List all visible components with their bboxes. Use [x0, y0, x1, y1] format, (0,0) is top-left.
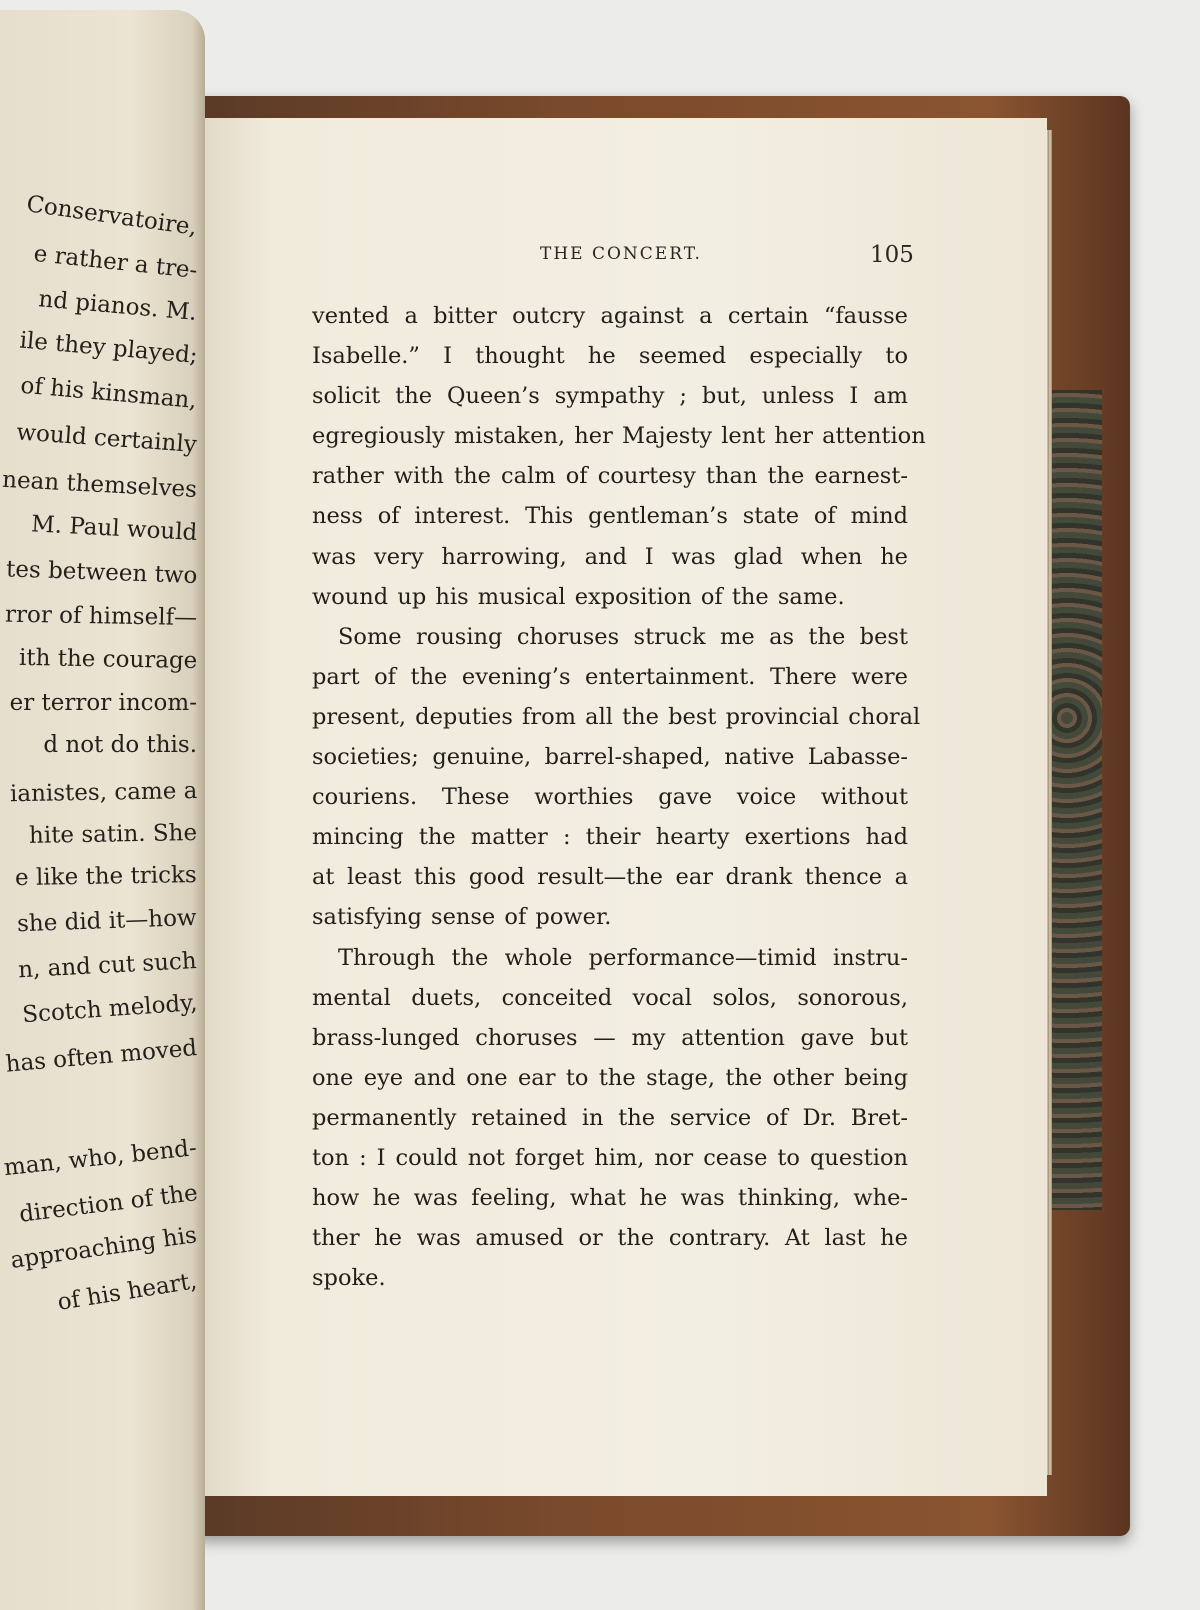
left-text-line: rror of himself— — [4, 601, 198, 631]
left-text-line: of his kinsman, — [20, 372, 199, 414]
left-text-line: ith the courage — [18, 644, 198, 674]
left-text-line: Scotch melody, — [21, 990, 198, 1029]
text-line: egregiously mistaken, her Majesty lent her attention — [312, 423, 926, 450]
text-line: permanently retained in the service of Dr. Bret- — [312, 1104, 908, 1131]
text-line: societies; genuine, barrel-shaped, native Labasse- — [312, 744, 908, 771]
text-line: at least this good result—the ear drank thence a — [312, 864, 908, 891]
left-text-line: ile they played; — [18, 327, 199, 369]
text-line: solicit the Queen’s sympathy ; but, unless I am — [312, 383, 908, 410]
left-text-line: approaching his — [9, 1222, 199, 1274]
text-line: wound up his musical exposition of the same. — [312, 583, 845, 610]
text-line: ther he was amused or the contrary. At last he — [312, 1225, 908, 1252]
text-line: mental duets, conceited vocal solos, sonorous, — [312, 984, 908, 1011]
text-line: part of the evening’s entertainment. There were — [312, 663, 908, 690]
left-text-line: d not do this. — [43, 732, 197, 758]
text-line: how he was feeling, what he was thinking, whe- — [312, 1185, 908, 1212]
left-text-line: nean themselves — [1, 466, 198, 503]
left-text-line: direction of the — [17, 1180, 199, 1228]
marbled-board — [1052, 390, 1102, 1210]
text-line: brass-lunged choruses — my attention gave but — [312, 1024, 908, 1051]
text-line: satisfying sense of power. — [312, 904, 612, 931]
left-text-line: has often moved — [4, 1035, 199, 1078]
text-line: mincing the matter : their hearty exertions had — [312, 824, 908, 851]
running-head: THE CONCERT. — [540, 244, 702, 264]
left-text-line: e rather a tre- — [32, 240, 199, 284]
text-line: rather with the calm of courtesy than the earnest- — [312, 463, 908, 490]
body-text — [312, 296, 926, 1298]
left-text-line: Conservatoire, — [25, 191, 199, 241]
left-text-line: nd pianos. M. — [37, 286, 199, 326]
left-text-line: ianistes, came a — [9, 778, 198, 808]
text-line: was very harrowing, and I was glad when he — [312, 543, 908, 570]
text-line: vented a bitter outcry against a certain “fausse — [312, 303, 908, 329]
text-line: present, deputies from all the best provincial choral — [312, 703, 921, 730]
left-page — [0, 10, 205, 1610]
page-number: 105 — [870, 242, 914, 268]
left-text-line: she did it—how — [17, 905, 198, 938]
text-line: Some rousing choruses struck me as the best — [338, 623, 908, 650]
left-text-line: hite satin. She — [28, 820, 198, 849]
left-text-line: n, and cut such — [18, 948, 198, 984]
left-text-line: M. Paul would — [30, 511, 198, 546]
text-line: couriens. These worthies gave voice without — [312, 784, 908, 811]
left-text-line: er terror incom- — [9, 690, 197, 716]
text-line: ton : I could not forget him, nor cease to question — [312, 1144, 908, 1171]
left-text-line: would certainly — [15, 419, 198, 458]
left-text-line: of his heart, — [56, 1268, 200, 1316]
text-line: spoke. — [312, 1265, 386, 1292]
text-line: Through the whole performance—timid instru- — [338, 944, 908, 971]
text-line: one eye and one ear to the stage, the other being — [312, 1064, 908, 1091]
text-line: Isabelle.” I thought he seemed especially to — [312, 343, 908, 370]
left-text-line: man, who, bend- — [3, 1135, 199, 1182]
text-line: ness of interest. This gentleman’s state of mind — [312, 503, 908, 530]
left-text-line: tes between two — [5, 556, 198, 589]
left-text-line: e like the tricks — [15, 862, 198, 892]
